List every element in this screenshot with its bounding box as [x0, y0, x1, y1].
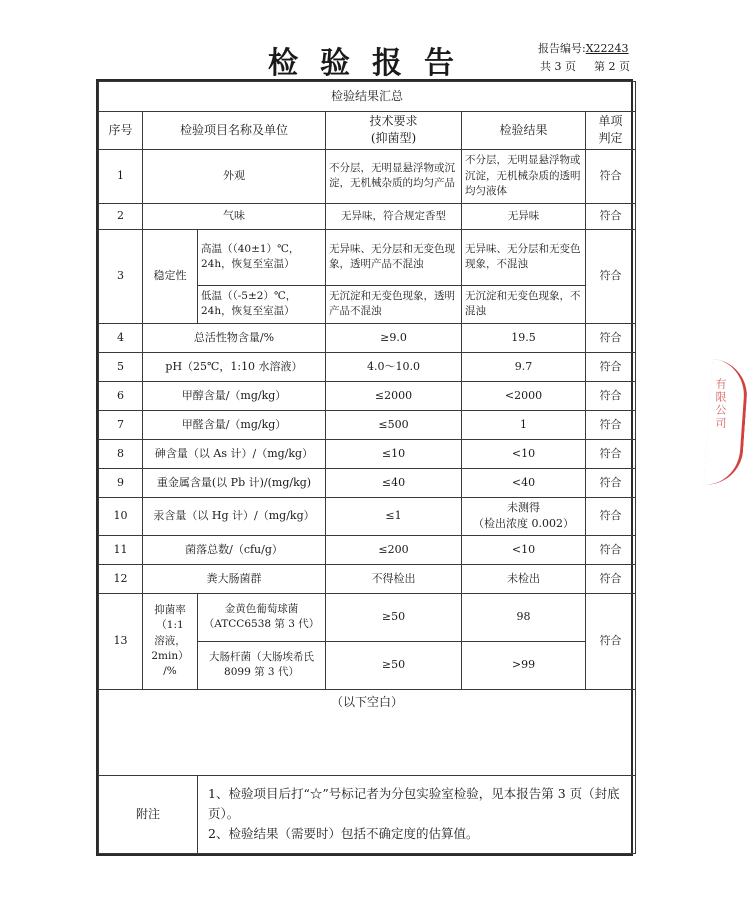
row-no: 12: [99, 564, 143, 593]
blank-marker: （以下空白）: [99, 689, 636, 775]
total-pages: 共 3 页: [540, 60, 576, 73]
row-requirement: ≤40: [326, 468, 462, 497]
row-subitem: 大肠杆菌（大肠埃希氏 8099 第 3 代）: [198, 641, 326, 689]
header-item: 检验项目名称及单位: [143, 112, 326, 150]
row-no: 9: [99, 468, 143, 497]
notes-label: 附注: [99, 775, 198, 853]
row-item: 抑菌率 （1:1 溶液， 2min） /%: [143, 593, 198, 689]
row-no: 5: [99, 352, 143, 381]
row-no: 6: [99, 381, 143, 410]
row-no: 3: [99, 229, 143, 323]
row-subitem: 高温（（40±1）℃，24h，恢复至室温）: [198, 229, 326, 285]
row-no: 10: [99, 497, 143, 535]
row-requirement: 不分层，无明显悬浮物或沉淀，无机械杂质的均匀产品: [326, 149, 462, 203]
report-number-label: 报告编号:: [538, 42, 586, 55]
report-number: [538, 40, 629, 56]
table-row: [99, 535, 636, 564]
table-row: [99, 229, 636, 285]
row-item: 外观: [143, 149, 326, 203]
row-item: 甲醛含量/（mg/kg）: [143, 410, 326, 439]
row-requirement: ≥50: [326, 641, 462, 689]
notes-row: [99, 775, 636, 853]
row-item: 气味: [143, 203, 326, 229]
row-requirement: 无沉淀和无变色现象，透明产品不混浊: [326, 285, 462, 323]
row-requirement: 4.0～10.0: [326, 352, 462, 381]
row-result: 19.5: [462, 323, 586, 352]
row-no: 11: [99, 535, 143, 564]
row-no: 4: [99, 323, 143, 352]
row-verdict: 符合: [586, 439, 636, 468]
row-requirement: ≥50: [326, 593, 462, 641]
report-title: 检验报告: [268, 46, 476, 81]
notes-content: [198, 775, 636, 853]
row-requirement: ≥9.0: [326, 323, 462, 352]
table-row: [99, 497, 636, 535]
row-verdict: 符合: [586, 149, 636, 203]
row-verdict: 符合: [586, 352, 636, 381]
row-verdict: 符合: [586, 593, 636, 689]
table-row: [99, 410, 636, 439]
row-item: 总活性物含量/%: [143, 323, 326, 352]
row-subitem: 低温（（-5±2）℃，24h，恢复至室温）: [198, 285, 326, 323]
row-verdict: 符合: [586, 468, 636, 497]
row-item: 菌落总数/（cfu/g）: [143, 535, 326, 564]
row-verdict: 符合: [586, 323, 636, 352]
row-no: 8: [99, 439, 143, 468]
header-row: [99, 112, 636, 150]
row-result: 未检出: [462, 564, 586, 593]
row-requirement: 无异味、无分层和无变色现象，透明产品不混浊: [326, 229, 462, 285]
summary-title: 检验结果汇总: [99, 82, 636, 112]
row-result: 无沉淀和无变色现象，不混浊: [462, 285, 586, 323]
row-item: pH（25℃，1:10 水溶液）: [143, 352, 326, 381]
note-2: 2、检验结果（需要时）包括不确定度的估算值。: [208, 826, 479, 842]
row-no: 7: [99, 410, 143, 439]
row-requirement: 无异味，符合规定香型: [326, 203, 462, 229]
row-verdict: 符合: [586, 381, 636, 410]
row-verdict: 符合: [586, 410, 636, 439]
table-row: [99, 381, 636, 410]
row-item: 汞含量（以 Hg 计）/（mg/kg）: [143, 497, 326, 535]
note-1: 1、检验项目后打“☆”号标记者为分包实验室检验，见本报告第 3 页（封底页）。: [208, 786, 620, 822]
row-requirement: ≤500: [326, 410, 462, 439]
table-row: [99, 149, 636, 203]
row-item: 砷含量（以 As 计）/（mg/kg）: [143, 439, 326, 468]
current-page: 第 2 页: [594, 60, 630, 73]
row-result: <40: [462, 468, 586, 497]
row-result: 无异味、无分层和无变色现象，不混浊: [462, 229, 586, 285]
table-row: [99, 352, 636, 381]
results-table: [98, 81, 636, 854]
row-item: 重金属含量(以 Pb 计)/(mg/kg): [143, 468, 326, 497]
blank-row: [99, 689, 636, 775]
row-item: 甲醇含量/（mg/kg）: [143, 381, 326, 410]
row-verdict: 符合: [586, 229, 636, 323]
table-row: [99, 468, 636, 497]
header-requirement: 技术要求 (抑菌型): [326, 112, 462, 150]
table-row: [99, 323, 636, 352]
row-verdict: 符合: [586, 203, 636, 229]
table-row: [99, 593, 636, 641]
row-result: >99: [462, 641, 586, 689]
row-result: 9.7: [462, 352, 586, 381]
row-result: 无异味: [462, 203, 586, 229]
row-item: 稳定性: [143, 229, 198, 323]
row-requirement: ≤2000: [326, 381, 462, 410]
row-result: <2000: [462, 381, 586, 410]
row-requirement: 不得检出: [326, 564, 462, 593]
report-number-value: X22243: [585, 42, 629, 55]
page-info: [540, 58, 648, 74]
header-no: 序号: [99, 112, 143, 150]
row-requirement: ≤10: [326, 439, 462, 468]
row-result: 未测得 （检出浓度 0.002）: [462, 497, 586, 535]
table-row: [99, 564, 636, 593]
table-row: [99, 439, 636, 468]
row-result: <10: [462, 439, 586, 468]
header-verdict: 单项 判定: [586, 112, 636, 150]
results-table-frame: [96, 79, 633, 856]
row-no: 13: [99, 593, 143, 689]
row-result: <10: [462, 535, 586, 564]
row-no: 2: [99, 203, 143, 229]
row-result: 1: [462, 410, 586, 439]
row-no: 1: [99, 149, 143, 203]
row-verdict: 符合: [586, 497, 636, 535]
row-requirement: ≤200: [326, 535, 462, 564]
header-result: 检验结果: [462, 112, 586, 150]
row-verdict: 符合: [586, 564, 636, 593]
table-row: [99, 203, 636, 229]
row-subitem: 金黄色葡萄球菌（ATCC6538 第 3 代）: [198, 593, 326, 641]
row-requirement: ≤1: [326, 497, 462, 535]
row-verdict: 符合: [586, 535, 636, 564]
row-result: 不分层，无明显悬浮物或沉淀，无机械杂质的透明均匀液体: [462, 149, 586, 203]
seal-stamp-text: 有限公司: [714, 378, 727, 430]
row-item: 粪大肠菌群: [143, 564, 326, 593]
row-result: 98: [462, 593, 586, 641]
